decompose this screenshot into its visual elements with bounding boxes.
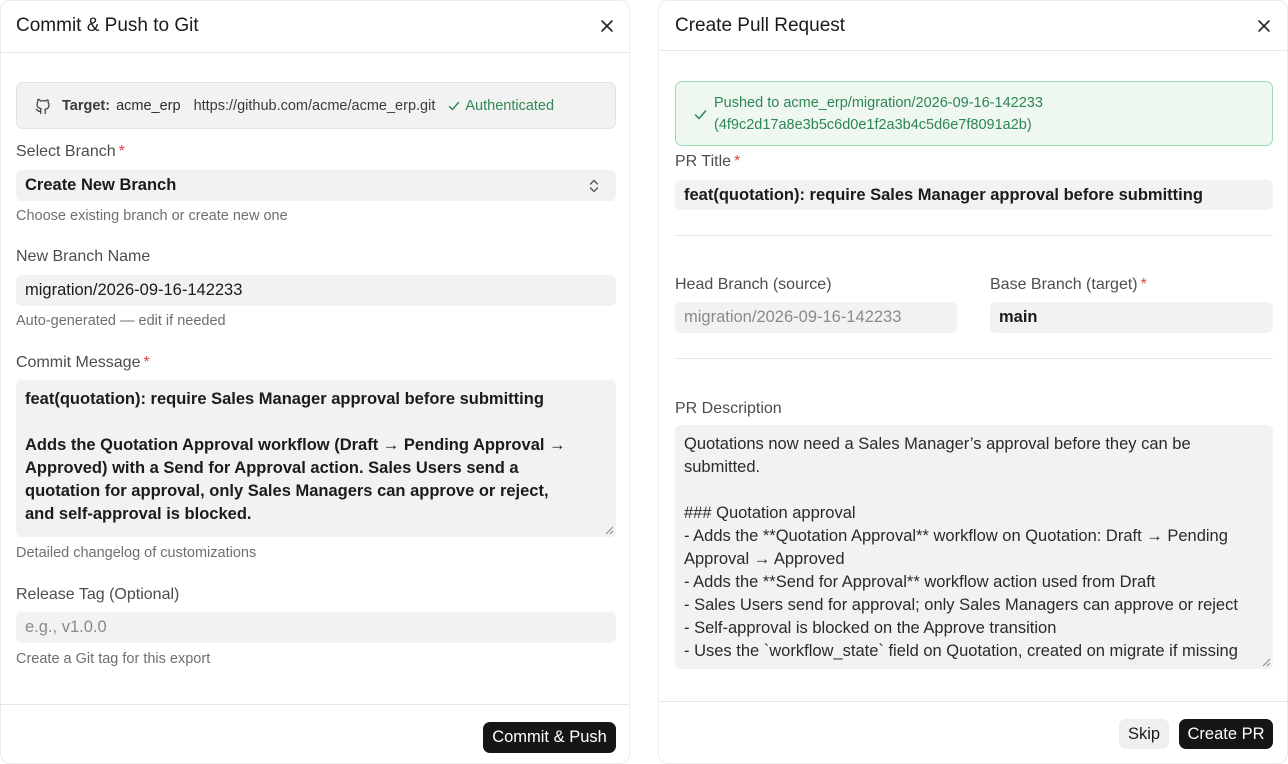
text-line: - Adds the **Send for Approval** workflow action used from Draft [684,573,1156,591]
new-branch-hint: Auto-generated — edit if needed [16,313,226,329]
dialog-header [1,1,629,53]
pr-title-value: feat(quotation): require Sales Manager approval before submitting [684,185,1203,204]
text-line [684,479,1264,502]
text-line: quotation for approval, only Sales Managers can approve or reject, [25,482,549,500]
skip-button[interactable]: Skip [1119,719,1169,749]
pull-request-dialog [658,0,1288,764]
commit-push-dialog [0,0,630,764]
create-pr-button[interactable]: Create PR [1179,719,1273,749]
text-line: - Adds the **Quotation Approval** workflow on Quotation: Draft → Pending [684,527,1228,545]
auth-status [448,98,554,114]
dialog-title: Commit & Push to Git [16,15,199,36]
text-line: Quotations now need a Sales Manager’s approval before they can be [684,435,1191,453]
new-branch-label: New Branch Name [16,248,151,265]
text-line: Approved) with a Send for Approval action. Sales Users send a [25,459,519,477]
footer-divider [659,701,1287,702]
text-line: Approval → Approved [684,550,845,568]
new-branch-value: migration/2026-09-16-142233 [25,281,243,299]
text-line: feat(quotation): require Sales Manager approval before submitting [25,390,544,408]
check-icon [694,108,707,121]
target-label: Target: [62,97,111,114]
github-icon [34,97,52,115]
text-line: submitted. [684,458,761,476]
release-tag-hint: Create a Git tag for this export [16,651,211,667]
text-line [25,411,607,434]
commit-push-button[interactable]: Commit & Push [483,722,616,753]
branch-select-label: Select Branch * [16,143,125,160]
close-icon[interactable] [597,16,617,36]
target-repo: acme_erp [116,97,181,114]
dialog-header [659,1,1287,51]
target-url: https://github.com/acme/acme_erp.git [193,97,436,114]
text-line: - Sales Users send for approval; only Sales Managers can approve or reject [684,596,1238,614]
footer-divider [1,704,629,705]
section-divider [675,235,1273,236]
new-branch-input[interactable] [16,275,616,306]
branch-select-value: Create New Branch [25,176,177,194]
release-tag-label: Release Tag (Optional) [16,586,180,603]
text-line: - Uses the `workflow_state` field on Quotation, created on migrate if missing [684,642,1238,660]
head-branch-label: Head Branch (source) [675,276,832,293]
text-line: ### Quotation approval [684,504,856,522]
pr-title-input[interactable] [675,180,1273,210]
check-icon [448,100,460,112]
close-icon[interactable] [1254,16,1274,36]
section-divider [675,358,1273,359]
head-branch-input [675,302,957,333]
pr-description-label: PR Description [675,400,782,417]
pr-description-textarea[interactable] [675,425,1273,669]
push-success-banner [675,81,1273,146]
dialog-title: Create Pull Request [675,15,846,36]
base-branch-value: main [999,308,1038,326]
resize-handle-icon[interactable] [605,526,614,535]
base-branch-input[interactable] [990,302,1273,333]
text-line: Adds the Quotation Approval workflow (Draft → Pending Approval → [25,436,566,454]
pr-title-label: PR Title * [675,153,741,170]
text-line: and self-approval is blocked. [25,505,252,523]
auth-status-text: Authenticated [465,97,555,114]
target-info [16,82,616,129]
base-branch-label: Base Branch (target) * [990,276,1147,293]
text-line: - Self-approval is blocked on the Approve transition [684,619,1057,637]
release-tag-input[interactable] [16,612,616,643]
commit-message-textarea[interactable] [16,380,616,537]
commit-hash: (4f9c2d17a8e3b5c6d0e1f2a3b4c5d6e7f8091a2b) [714,117,1032,133]
release-tag-placeholder: e.g., v1.0.0 [25,618,107,636]
commit-message-hint: Detailed changelog of customizations [16,545,257,561]
head-branch-value: migration/2026-09-16-142233 [684,308,902,326]
resize-handle-icon[interactable] [1262,658,1271,667]
success-message: Pushed to acme_erp/migration/2026-09-16-142233 [714,95,1043,111]
chevron-updown-icon [587,178,601,194]
branch-select[interactable] [16,170,616,201]
branch-select-hint: Choose existing branch or create new one [16,208,288,224]
commit-message-label: Commit Message * [16,354,150,371]
